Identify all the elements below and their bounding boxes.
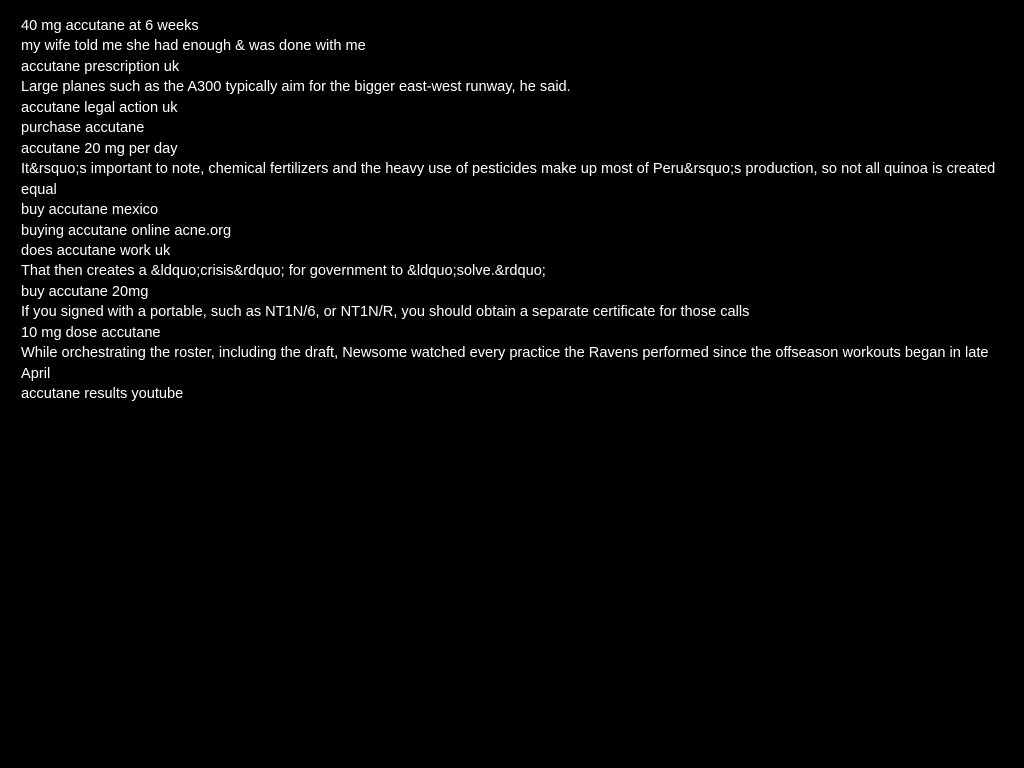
text-line: buying accutane online acne.org (21, 222, 232, 239)
text-line: That then creates a &ldquo;crisis&rdquo; for government to &ldquo;solve.&rdquo; (21, 263, 546, 280)
text-line: my wife told me she had enough & was done with me (21, 38, 366, 55)
text-line: accutane legal action uk (21, 99, 178, 116)
text-line: buy accutane 20mg (21, 283, 149, 300)
text-line: While orchestrating the roster, including the draft, Newsome watched every practice the Ravens performed since the offseason workouts began in late April (21, 345, 989, 382)
text-line: 40 mg accutane at 6 weeks (21, 18, 199, 34)
text-line: Large planes such as the A300 typically aim for the bigger east-west runway, he said. (21, 79, 571, 96)
text-line: If you signed with a portable, such as NT1N/6, or NT1N/R, you should obtain a separate certificate for those calls (21, 304, 750, 321)
text-line: buy accutane mexico (21, 202, 159, 219)
text-line: accutane 20 mg per day (21, 140, 178, 157)
text-content (21, 16, 996, 405)
text-line: It&rsquo;s important to note, chemical fertilizers and the heavy use of pesticides make up most of Peru&rsquo;s production, so not all quinoa is created equal (21, 161, 996, 198)
text-line: accutane prescription uk (21, 58, 180, 75)
text-line: purchase accutane (21, 120, 145, 137)
text-line: 10 mg dose accutane (21, 324, 161, 341)
text-line: does accutane work uk (21, 242, 171, 259)
text-line: accutane results youtube (21, 386, 184, 403)
